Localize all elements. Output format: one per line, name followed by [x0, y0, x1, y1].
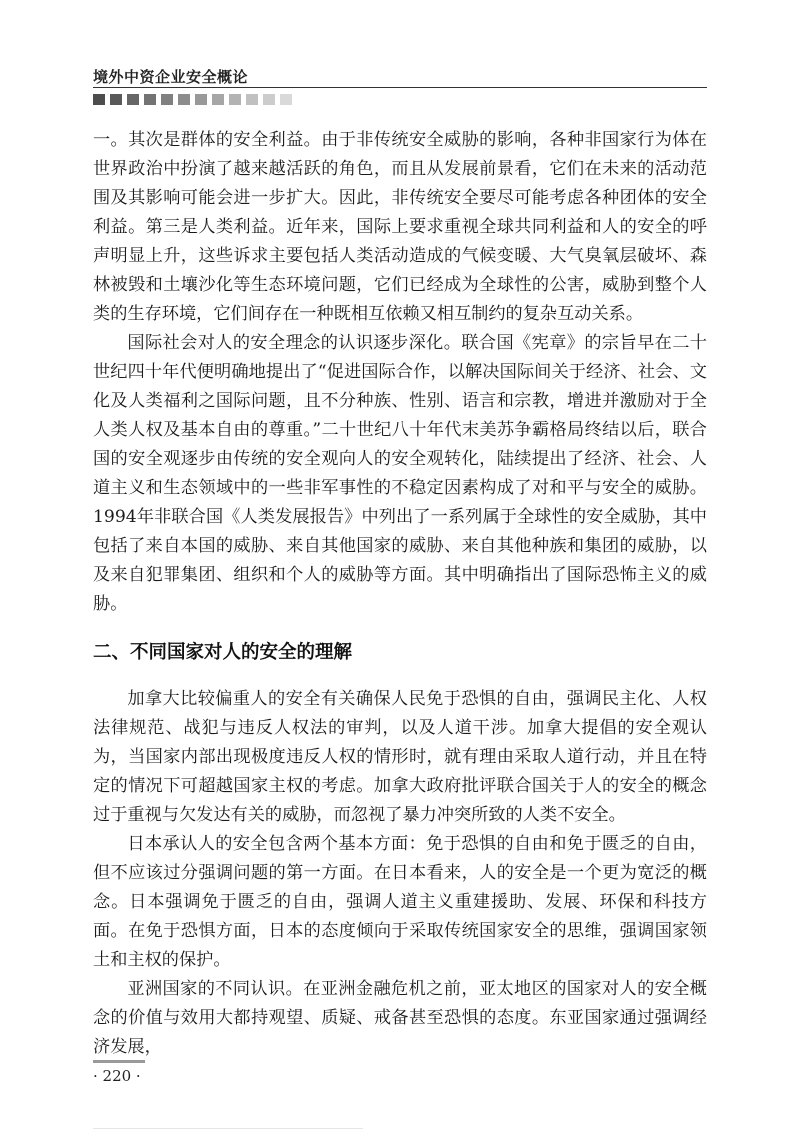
- footer-rule: [93, 1060, 145, 1063]
- paragraph-japan: 日本承认人的安全包含两个基本方面：免于恐惧的自由和免于匮乏的自由，但不应该过分强调问题的第一方面。在日本看来，人的安全是一个更为宽泛的概念。日本强调免于匮乏的自由，强调人道主义重建援助、发展、环保和科技方面。在免于恐惧方面，日本的态度倾向于采取传统国家安全的思维，强调国家领土和主权的保护。: [93, 834, 707, 970]
- paragraph-continued: 一。其次是群体的安全利益。由于非传统安全威胁的影响，各种非国家行为体在世界政治中扮演了越来越活跃的角色，而且从发展前景看，它们在未来的活动范围及其影响可能会进一步扩大。因此，非传统安全要尽可能考虑各种团体的安全利益。第三是人类利益。近年来，国际上要求重视全球共同利益和人的安全的呼声明显上升，这些诉求主要包括人类活动造成的气候变暖、大气臭氧层破坏、森林被毁和土壤沙化等生态环境问题，它们已经成为全球性的公害，威胁到整个人类的生存环境，它们间存在一种既相互依赖又相互制约的复杂互动关系。: [93, 130, 707, 324]
- header-square: [144, 94, 156, 105]
- header-rule: [93, 87, 707, 88]
- paragraph-asia: 亚洲国家的不同认识。在亚洲金融危机之前，亚太地区的国家对人的安全概念的价值与效用大都持观望、质疑、戒备甚至恐惧的态度。东亚国家通过强调经济发展，: [93, 979, 707, 1057]
- header-square: [263, 94, 275, 105]
- header-square: [127, 94, 139, 105]
- header-gradient-squares: [93, 94, 292, 105]
- body-text: [93, 126, 707, 1062]
- section-heading: 二、不同国家对人的安全的理解: [93, 642, 353, 663]
- header-square: [161, 94, 173, 105]
- running-header-title: 境外中资企业安全概论: [93, 68, 249, 86]
- header-square: [93, 94, 105, 105]
- header-square: [178, 94, 190, 105]
- page-number: · 220 ·: [93, 1067, 141, 1085]
- header-square: [229, 94, 241, 105]
- paragraph-un-human-security: 国际社会对人的安全理念的认识逐步深化。联合国《宪章》的宗旨早在二十世纪四十年代便明确地提出了“促进国际合作，以解决国际间关于经济、社会、文化及人类福利之国际问题，且不分种族、性别、语言和宗教，增进并激励对于全人类人权及基本自由的尊重。”二十世纪八十年代末美苏争霸格局终结以后，联合国的安全观逐步由传统的安全观向人的安全观转化，陆续提出了经济、社会、人道主义和生态领域中的一些非军事性的不稳定因素构成了对和平与安全的威胁。1994年非联合国《人类发展报告》中列出了一系列属于全球性的安全威胁，其中包括了来自本国的威胁、来自其他国家的威胁、来自其他种族和集团的威胁，以及来自犯罪集团、组织和个人的威胁等方面。其中明确指出了国际恐怖主义的威胁。: [93, 333, 707, 614]
- header-square: [246, 94, 258, 105]
- header-square: [195, 94, 207, 105]
- bottom-divider: [93, 1128, 363, 1129]
- paragraph-canada: 加拿大比较偏重人的安全有关确保人民免于恐惧的自由，强调民主化、人权法律规范、战犯与违反人权法的审判，以及人道干涉。加拿大提倡的安全观认为，当国家内部出现极度违反人权的情形时，就有理由采取人道行动，并且在特定的情况下可超越国家主权的考虑。加拿大政府批评联合国关于人的安全的概念过于重视与欠发达有关的威胁，而忽视了暴力冲突所致的人类不安全。: [93, 689, 707, 825]
- header-square: [110, 94, 122, 105]
- header-square: [280, 94, 292, 105]
- header-square: [212, 94, 224, 105]
